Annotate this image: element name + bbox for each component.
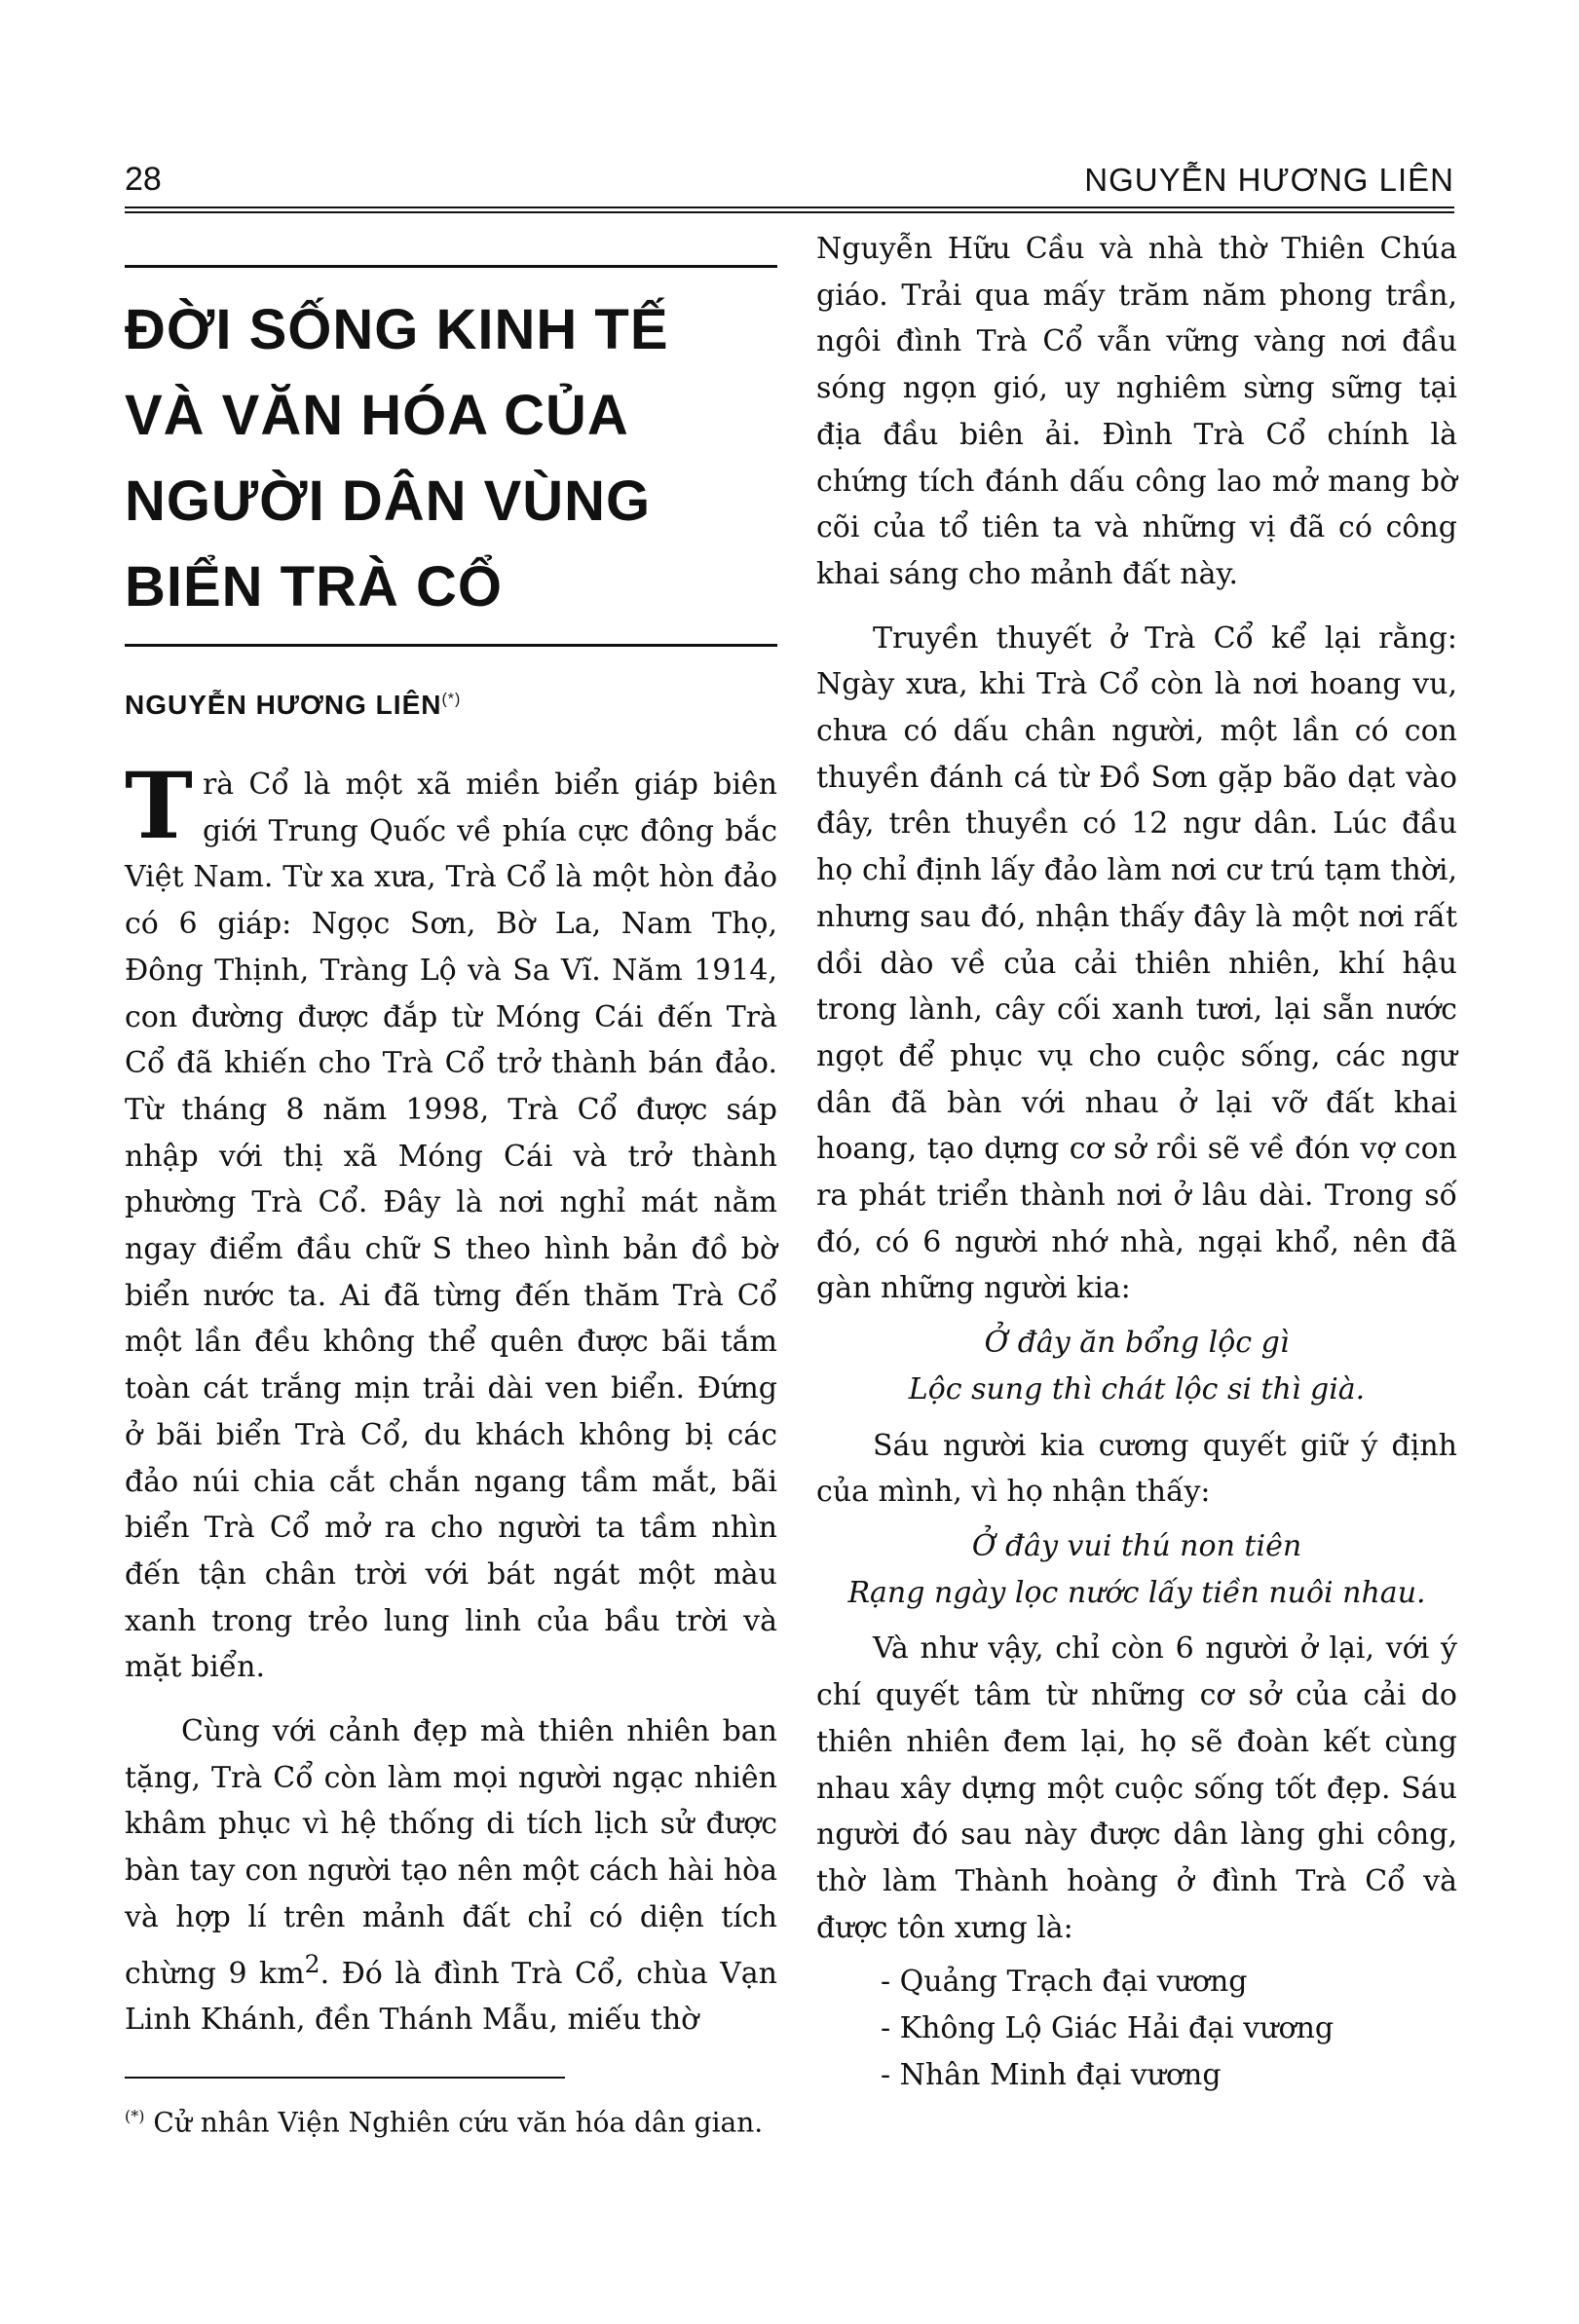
title-line: ĐỜI SỐNG KINH TẾ [125,298,669,361]
body-paragraph: Sáu người kia cương quyết giữ ý định của mình, vì họ nhận thấy: [816,1428,1457,1510]
title-top-rule [125,265,777,268]
honored-titles-list [816,1959,1457,2098]
running-author: NGUYỄN HƯƠNG LIÊN [1084,162,1454,198]
verse-line: Lộc sung thì chát lộc si thì già. [908,1371,1366,1406]
verse-block [816,1523,1457,1616]
body-paragraph: Và như vậy, chỉ còn 6 người ở lại, với ý chí quyết tâm từ những cơ sở của cải do thiên nhiên đem lại, họ sẽ đoàn kết cùng nhau xây dựng một cuộc sống tốt đẹp. Sáu người đó sau này được dân làng ghi công, thờ làm Thành hoàng ở đình Trà Cổ và được tôn xưng là: [816,1631,1457,1945]
superscript-2: 2 [304,1949,320,1978]
footnote-mark: (*) [125,2106,145,2125]
list-item: - Quảng Trạch đại vương [881,1965,1248,2000]
title-line: NGƯỜI DÂN VÙNG [125,469,652,533]
byline [125,690,777,721]
drop-cap: T [125,753,193,860]
left-column [125,265,777,2141]
verse-line: Ở đây vui thú non tiên [971,1528,1302,1563]
byline-author: NGUYỄN HƯƠNG LIÊN [125,690,442,720]
verse-line: Ở đây ăn bổng lộc gì [984,1326,1290,1361]
footnote [125,2098,777,2141]
list-item: - Không Lộ Giác Hải đại vương [881,2011,1335,2046]
intro-paragraph [125,753,777,1691]
title-line: VÀ VĂN HÓA CỦA [125,384,629,447]
running-header [125,158,1454,206]
intro-text: rà Cổ là một xã miền biển giáp biên giới Trung Quốc về phía cực đông bắc Việt Nam. Từ xa xưa, Trà Cổ là một hòn đảo có 6 giáp: Ngọc Sơn, Bờ La, Nam Thọ, Đông Thịnh, Tràng Lộ và Sa Vĩ. Năm 1914, con đường được đắp từ Móng Cái đến Trà Cổ đã khiến cho Trà Cổ trở thành bán đảo. Từ tháng 8 năm 1998, Trà Cổ được sáp nhập với thị xã Móng Cái và trở thành phường Trà Cổ. Đây là nơi nghỉ mát nằm ngay điểm đầu chữ S theo hình bản đồ bờ biển nước ta. Ai đã từng đến thăm Trà Cổ một lần đều không thể quên được bãi tắm toàn cát trắng mịn trải dài ven biển. Đứng ở bãi biển Trà Cổ, du khách không bị các đảo núi chia cắt chắn ngang tầm mắt, bãi biển Trà Cổ mở ra cho người ta tầm nhìn đến tận chân trời với bát ngát một màu xanh trong trẻo lung linh của bầu trời và mặt biển. [125,768,777,1685]
body-paragraph: Nguyễn Hữu Cầu và nhà thờ Thiên Chúa giáo. Trải qua mấy trăm năm phong trần, ngôi đình Trà Cổ vẫn vững vàng nơi đầu sóng ngọn gió, uy nghiêm sừng sững tại địa đầu biên ải. Đình Trà Cổ chính là chứng tích đánh dấu công lao mở mang bờ cõi của tổ tiên ta và những vị đã có công khai sáng cho mảnh đất này. [816,232,1457,591]
title-line: BIỂN TRÀ CỔ [125,555,503,618]
footnote-text: Cử nhân Viện Nghiên cứu văn hóa dân gian. [153,2106,764,2139]
list-item: - Nhân Minh đại vương [881,2057,1222,2092]
body-paragraph: Truyền thuyết ở Trà Cổ kể lại rằng: Ngày xưa, khi Trà Cổ còn là nơi hoang vu, chưa có dấu chân người, một lần có con thuyền đánh cá từ Đồ Sơn gặp bão dạt vào đây, trên thuyền có 12 ngư dân. Lúc đầu họ chỉ định lấy đảo làm nơi cư trú tạm thời, nhưng sau đó, nhận thấy đây là một nơi rất dồi dào về của cải thiên nhiên, khí hậu trong lành, cây cối xanh tươi, lại sẵn nước ngọt để phục vụ cho cuộc sống, các ngư dân đã bàn với nhau ở lại vỡ đất khai hoang, tạo dựng cơ sở rồi sẽ về đón vợ con ra phát triển thành nơi ở lâu dài. Trong số đó, có 6 người nhớ nhà, ngại khổ, nên đã gàn những người kia: [816,620,1457,1306]
right-column [816,226,1457,2098]
article-title [125,287,777,630]
header-double-rule [125,206,1454,213]
para2-tail: . Đó là đình Trà Cổ, chùa Vạn Linh Khánh, đền Thánh Mẫu, miếu thờ [125,1956,777,2038]
verse-block [816,1320,1457,1412]
footnote-rule [125,2077,565,2079]
byline-footnote-mark: (*) [441,691,462,708]
body-paragraph [125,1708,777,2043]
verse-line: Rạng ngày lọc nước lấy tiền nuôi nhau. [847,1575,1426,1610]
page-number: 28 [125,161,162,198]
title-bottom-rule [125,644,777,647]
para2-text: Cùng với cảnh đẹp mà thiên nhiên ban tặng, Trà Cổ còn làm mọi người ngạc nhiên khâm phục vì hệ thống di tích lịch sử được bàn tay con người tạo nên một cách hài hòa và hợp lí trên mảnh đất chỉ có diện tích chừng 9 km [125,1714,777,1991]
